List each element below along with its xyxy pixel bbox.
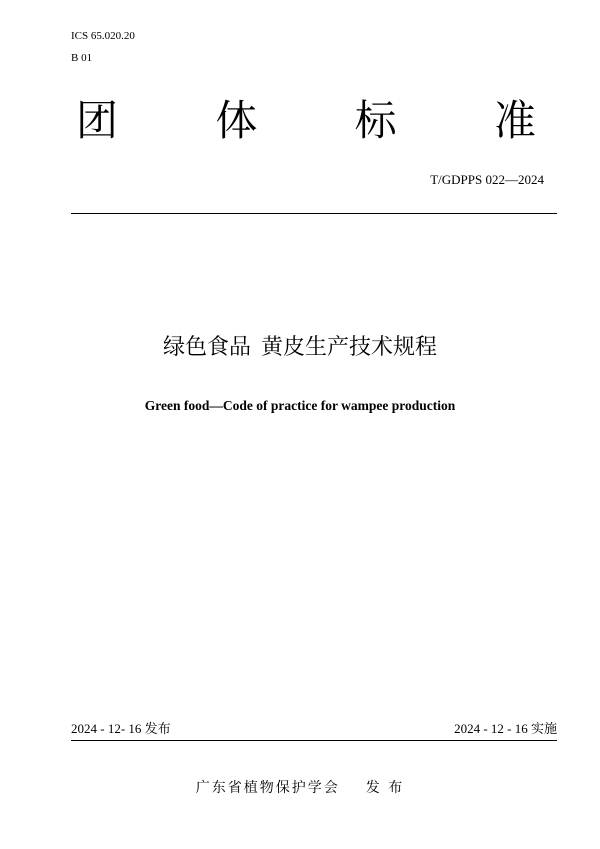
issue-date: 2024 - 12- 16 发布 (71, 721, 171, 736)
title-chinese (0, 333, 600, 363)
publisher-action: 发 布 (365, 780, 405, 796)
footer-divider (71, 740, 557, 741)
heading-char-4: 准 (493, 96, 536, 145)
header-divider (71, 213, 557, 214)
publisher-name: 广东省植物保护学会 (195, 780, 340, 796)
heading-char-1: 团 (76, 96, 119, 145)
title-chinese-part2: 黄皮生产技术规程 (261, 335, 438, 360)
heading-char-3: 标 (354, 96, 397, 145)
title-english: Green food—Code of practice for wampee production (144, 398, 456, 413)
heading-char-2: 体 (215, 96, 258, 145)
ccs-code: B 01 (71, 52, 93, 64)
standard-number: T/GDPPS 022—2024 (430, 172, 544, 187)
publisher-line (0, 778, 600, 798)
ics-code: ICS 65.020.20 (71, 30, 135, 42)
document-type-heading (76, 96, 536, 146)
title-chinese-part1: 绿色食品 (162, 335, 251, 360)
implementation-date: 2024 - 12 - 16 实施 (454, 721, 557, 736)
